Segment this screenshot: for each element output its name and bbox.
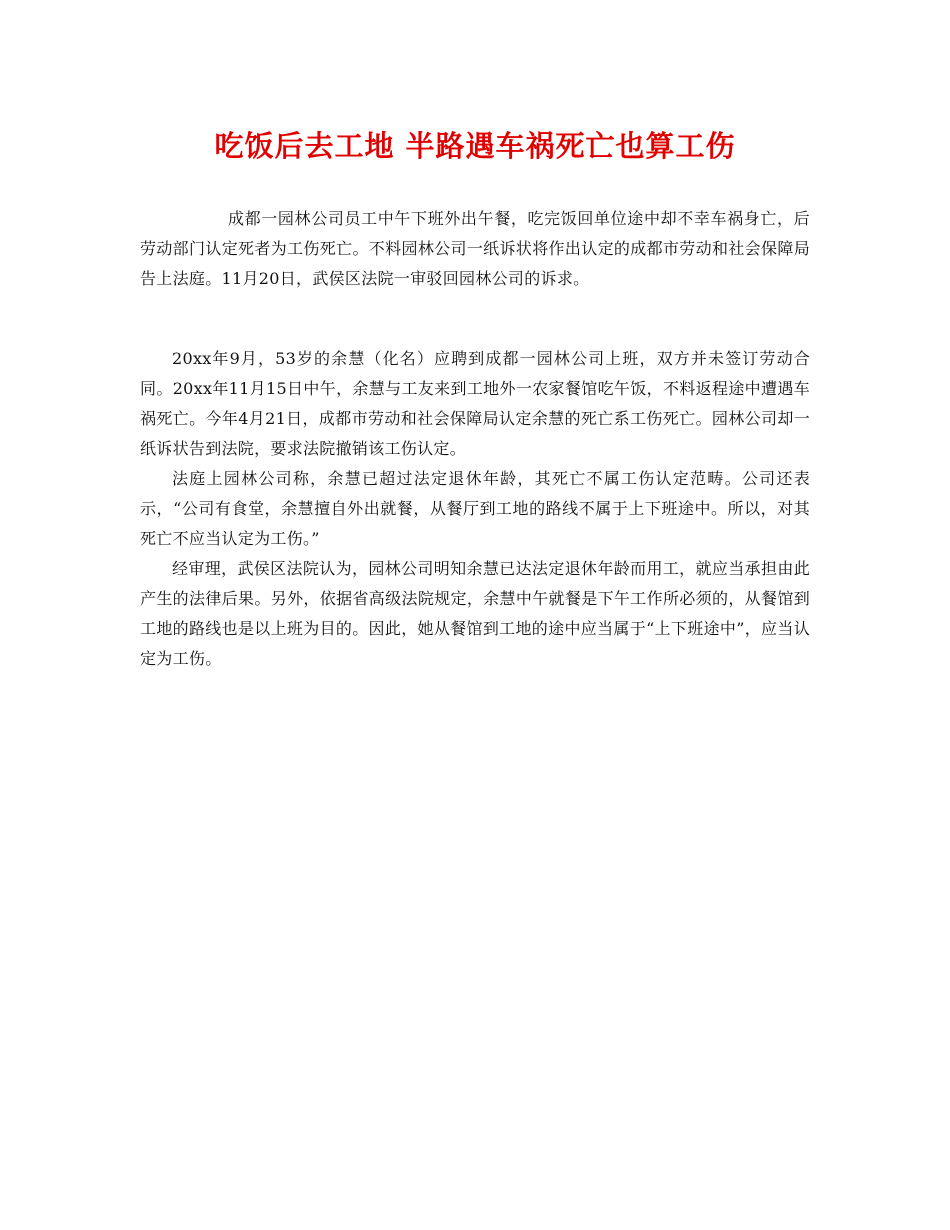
paragraph-background: 20xx年9月，53岁的余慧（化名）应聘到成都一园林公司上班，双方并未签订劳动合同。20xx年11月15日中午，余慧与工友来到工地外一农家餐馆吃午饭，不料返程途中遭遇车祸死亡。今年4月21日，成都市劳动和社会保障局认定余慧的死亡系工伤死亡。园林公司却一纸诉状告到法院，要求法院撤销该工伤认定。	[140, 349, 810, 458]
paragraph-company-claim: 法庭上园林公司称，余慧已超过法定退休年龄，其死亡不属工伤认定范畴。公司还表示，“公司有食堂，余慧擅自外出就餐，从餐厅到工地的路线不属于上下班途中。所以，对其死亡不应当认定为工伤。”	[140, 469, 810, 548]
paragraph-intro: 成都一园林公司员工中午下班外出午餐，吃完饭回单位途中却不幸车祸身亡，后劳动部门认定死者为工伤死亡。不料园林公司一纸诉状将作出认定的成都市劳动和社会保障局告上法庭。11月20日，武侯区法院一审驳回园林公司的诉求。	[140, 209, 810, 288]
body-block	[140, 344, 810, 674]
article-title: 吃饭后去工地 半路遇车祸死亡也算工伤	[214, 129, 736, 163]
intro-block	[140, 204, 810, 294]
paragraph-court-ruling: 经审理，武侯区法院认为，园林公司明知余慧已达法定退休年龄而用工，就应当承担由此产生的法律后果。另外，依据省高级法院规定，余慧中午就餐是下午工作所必须的，从餐馆到工地的路线也是以上班为目的。因此，她从餐馆到工地的途中应当属于“上下班途中”，应当认定为工伤。	[140, 559, 810, 668]
